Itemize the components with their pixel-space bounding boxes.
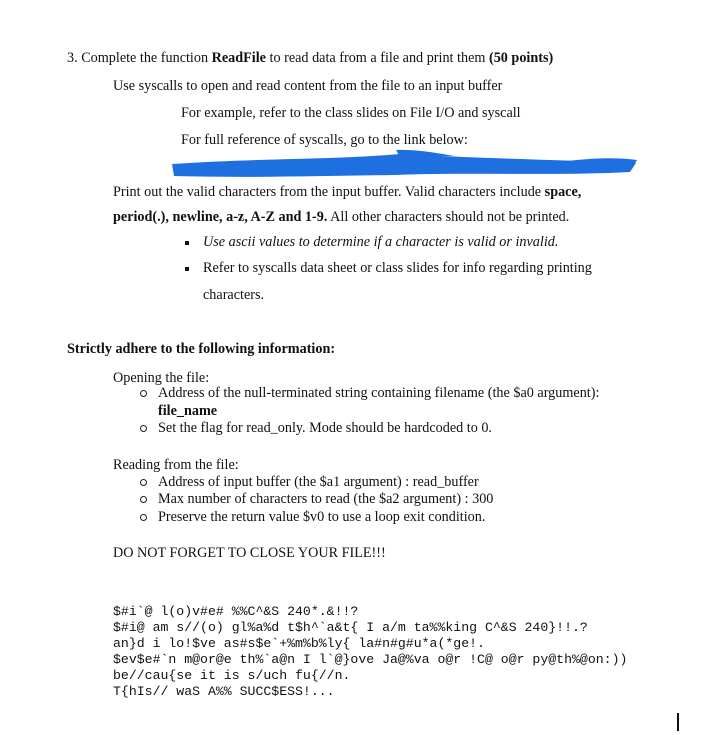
- sample-output-line: T{hIs// waS A%% SUCC$ESS!...: [113, 684, 335, 699]
- sample-output-line: an}d i lo!$ve as#s$e`+%m%b%ly{ la#n#g#u*a(*ge!.: [113, 636, 485, 651]
- list-bullet-icon: [140, 390, 147, 397]
- print-para-line-2: period(.), newline, a-z, A-Z and 1-9. All other characters should not be printed.: [113, 209, 570, 225]
- reading-item-2: Max number of characters to read (the $a2 argument) : 300: [158, 491, 494, 507]
- strict-heading: Strictly adhere to the following information:: [67, 341, 336, 357]
- print-para-line-1: Print out the valid characters from the input buffer. Valid characters include space,: [113, 184, 582, 200]
- question-number: 3.: [67, 50, 78, 66]
- bullet-marker: [185, 267, 189, 271]
- opening-item-1: Address of the null-terminated string containing filename (the $a0 argument):: [158, 385, 600, 401]
- points-label: (50 points): [488, 50, 554, 66]
- intro-line-3: For full reference of syscalls, go to the link below:: [181, 132, 468, 148]
- close-file-warning: DO NOT FORGET TO CLOSE YOUR FILE!!!: [113, 545, 386, 561]
- list-bullet-icon: [140, 425, 147, 432]
- opening-item-1-cont: file_name: [158, 403, 218, 419]
- redaction-mark: [0, 0, 707, 200]
- sample-output-line: $#i`@ l(o)v#e# %%C^&S 240*.&!!?: [113, 604, 359, 619]
- list-bullet-icon: [140, 514, 147, 521]
- bullet-marker: [185, 241, 189, 245]
- reading-item-1: Address of input buffer (the $a1 argument) : read_buffer: [158, 474, 479, 490]
- opening-item-2: Set the flag for read_only. Mode should be hardcoded to 0.: [158, 420, 492, 436]
- reading-title: Reading from the file:: [113, 457, 239, 473]
- reading-item-3: Preserve the return value $v0 to use a loop exit condition.: [158, 509, 486, 525]
- bullet-item-syscalls: Refer to syscalls data sheet or class slides for info regarding printing: [203, 260, 592, 276]
- sample-output-line: be//cau{se it is s/uch fu{//n.: [113, 668, 351, 683]
- bullet-item-syscalls-cont: characters.: [203, 287, 265, 303]
- text-cursor: [677, 713, 679, 731]
- sample-output-line: $ev$e#`n m@or@e th%`a@n I l`@}ove Ja@%va o@r !C@ o@r py@th%@on:)): [113, 652, 628, 667]
- bullet-item-ascii: Use ascii values to determine if a character is valid or invalid.: [203, 234, 559, 250]
- list-bullet-icon: [140, 479, 147, 486]
- list-bullet-icon: [140, 496, 147, 503]
- opening-title: Opening the file:: [113, 370, 210, 386]
- function-name: ReadFile: [211, 50, 266, 66]
- question-title: 3. Complete the function ReadFile to read data from a file and print them (50 points): [67, 50, 554, 66]
- sample-output-line: $#i@ am s//(o) gl%a%d t$h^`a&t{ I a/m ta%%king C^&S 240}!!.?: [113, 620, 588, 635]
- intro-line-2: For example, refer to the class slides on File I/O and syscall: [181, 105, 521, 121]
- intro-line-1: Use syscalls to open and read content from the file to an input buffer: [113, 78, 503, 94]
